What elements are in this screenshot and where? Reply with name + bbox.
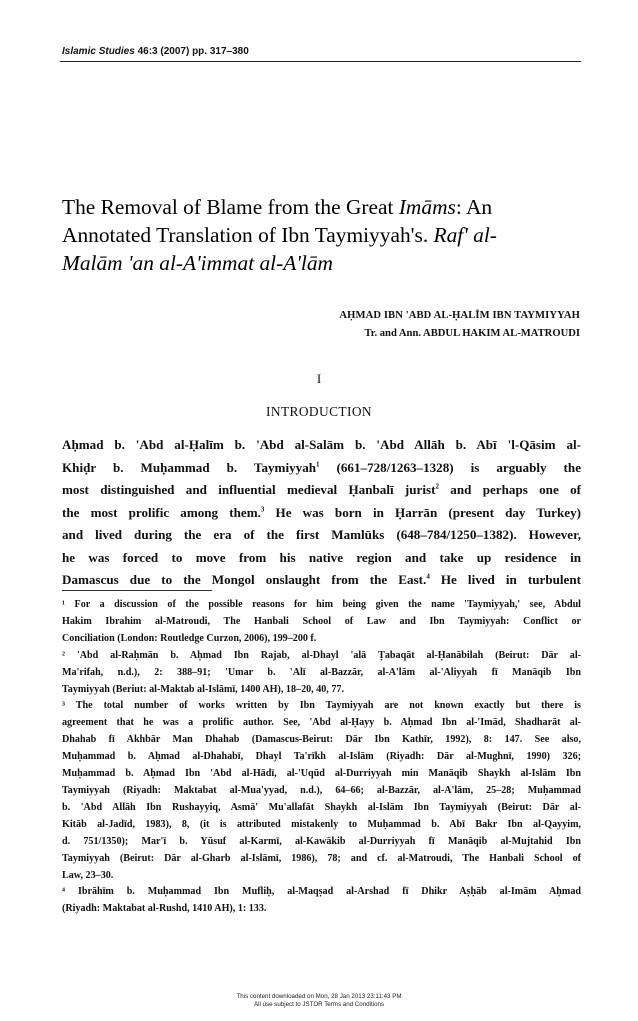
footnote-3-line: ³ The total number of works written by Ibn Taymiyyah are not known exactly but there is bbox=[62, 700, 581, 712]
footnote-ref[interactable]: 3 bbox=[260, 505, 265, 514]
footnote-ref[interactable]: 1 bbox=[316, 460, 320, 469]
title-line2-italic: Raf' al- bbox=[433, 223, 497, 247]
introduction-paragraph bbox=[62, 434, 581, 592]
footnote-3-line: agreement that he was a prolific author. See, 'Abd al-Ḥayy b. Aḥmad Ibn al-'Imād, Shadharāt al- bbox=[62, 717, 581, 729]
footnote-3-line: Law, 23–30. bbox=[62, 869, 114, 881]
footnote-2-line: Ma'rifah, n.d.), 2: 388–91; 'Umar b. 'Alī al-Bazzār, al-A'lām al-'Aliyyah fī Manāqib Ibn bbox=[62, 666, 581, 678]
title-line2: Annotated Translation of Ibn Taymiyyah's. bbox=[62, 223, 429, 247]
body-line: Damascus due to the Mongol onslaught from the East.$^4$ He lived in turbulent bbox=[62, 572, 581, 587]
title-line3-italic: Malām 'an al-A'immat al-A'lām bbox=[62, 251, 333, 275]
footnote-3-line: Taymiyyah (Beirut: Dār al-Gharb al-Islāmī, 1986), 78; and cf. al-Matroudi, The Hanbali School of bbox=[62, 852, 581, 864]
jstor-download-notice bbox=[0, 993, 638, 1009]
section-title: INTRODUCTION bbox=[266, 404, 372, 419]
footnote-rule bbox=[62, 590, 212, 591]
author-name: AḤMAD IBN 'ABD AL-ḤALĪM IBN TAYMIYYAH bbox=[339, 310, 580, 321]
footnote-3-line: Muḥammad b. Aḥmad Ibn 'Abd al-Hādī, al-'Uqūd al-Durriyyah min Manāqib Shaykh al-Islām Ibn bbox=[62, 768, 581, 780]
article-title bbox=[62, 193, 587, 277]
title-line1-end: : An bbox=[455, 195, 493, 219]
footnote-4-line: (Riyadh: Maktabat al-Rushd, 1410 AH), 1: 133. bbox=[62, 903, 267, 915]
footnote-1-line: ¹ For a discussion of the possible reasons for him being given the name 'Taymiyyah,' see, Abdul bbox=[62, 599, 581, 610]
body-line: the most prolific among them.$^3$ He was born in Ḥarrān (present day Turkey) bbox=[62, 504, 581, 520]
footnote-1-line: Hakim Ibrahim al-Matroudi, The Hanbali School of Law and Ibn Taymiyyah: Conflict or bbox=[62, 615, 581, 627]
title-line1-italic: Imāms bbox=[398, 195, 456, 219]
footnote-3-line: Kitāb al-Jadīd, 1983), 8, (it is attributed mistakenly to Muḥammad b. Abī Bakr Ibn al-Qayyim, bbox=[62, 818, 581, 830]
footnote-2-line: ² 'Abd al-Raḥmān b. Aḥmad Ibn Rajab, al-Dhayl 'alā Ṭabaqāt al-Ḥanābilah (Beirut: Dār al- bbox=[62, 649, 581, 661]
footnote-2-line: Taymiyyah (Beriut: al-Maktab al-Islāmī, 1400 AH), 18–20, 40, 77. bbox=[62, 683, 344, 695]
footnote-ref[interactable]: 2 bbox=[435, 482, 439, 491]
footnote-3-line: Taymiyyah (Riyadh: Maktabat al-Mua'yyad, n.d.), 64–66; al-Bazzār, al-A'lām, 25–28; Muḥammad bbox=[62, 784, 581, 796]
translator-name: Tr. and Ann. ABDUL HAKIM AL-MATROUDI bbox=[364, 328, 580, 339]
footnote-ref[interactable]: 4 bbox=[426, 572, 430, 581]
footnotes bbox=[62, 597, 581, 918]
footnote-3-line: Dhahab fī Akhbār Man Dhahab (Damascus-Beirut: Dār Ibn Kathīr, 1992), 8: 147. See also, bbox=[62, 734, 581, 746]
footnote-3-line: b. 'Abd Allāh Ibn Rushayyiq, Asmā' Mu'allafāt Shaykh al-Islām Ibn Taymiyyah (Beirut: Dār al- bbox=[62, 801, 581, 813]
download-timestamp: This content downloaded on Mon, 28 Jan 2013 23:11:43 PM bbox=[236, 993, 402, 1000]
journal-citation-header bbox=[62, 46, 249, 57]
title-line1: The Removal of Blame from the Great bbox=[62, 195, 394, 219]
section-number: I bbox=[316, 371, 322, 386]
body-line: Khiḍr b. Muḥammad b. Taymiyyah$^1$ (661–728/1263–1328) is arguably the bbox=[62, 459, 582, 475]
body-line: and lived during the era of the first Mamlūks (648–784/1250–1382). However, bbox=[62, 527, 581, 542]
byline bbox=[339, 307, 580, 343]
footnote-1-line: Conciliation (London: Routledge Curzon, 2006), 199–200 f. bbox=[62, 632, 317, 644]
terms-link[interactable]: All use subject to JSTOR Terms and Conditions bbox=[253, 1001, 385, 1008]
footnote-3-line: Muḥammad b. Aḥmad al-Dhahabī, Dhayl Ta'rīkh al-Islām (Riyadh: Dār al-Mughnī, 1990) 326; bbox=[62, 751, 581, 763]
body-line: he was forced to move from his native region and take up residence in bbox=[62, 549, 581, 565]
header-rule bbox=[60, 61, 581, 62]
footnote-4-line: ⁴ Ibrāhīm b. Muḥammad Ibn Mufliḥ, al-Maqṣad al-Arshad fī Dhikr Aṣḥāb al-Imām Aḥmad bbox=[62, 886, 581, 898]
journal-name: Islamic Studies bbox=[62, 46, 135, 57]
body-line: most distinguished and influential medieval Ḥanbalī jurist$^2$ and perhaps one of bbox=[62, 482, 581, 497]
footnote-3-line: d. 751/1350); Mar'ī b. Yūsuf al-Karmī, al-Kawākib al-Durriyyah fī Manāqib al-Mujtahid Ibn bbox=[62, 835, 581, 847]
journal-volume-pages: 46:3 (2007) pp. 317–380 bbox=[134, 46, 249, 57]
body-line: Aḥmad b. 'Abd al-Ḥalīm b. 'Abd al-Salām b. 'Abd Allāh b. Abī 'l-Qāsim al- bbox=[62, 437, 581, 452]
